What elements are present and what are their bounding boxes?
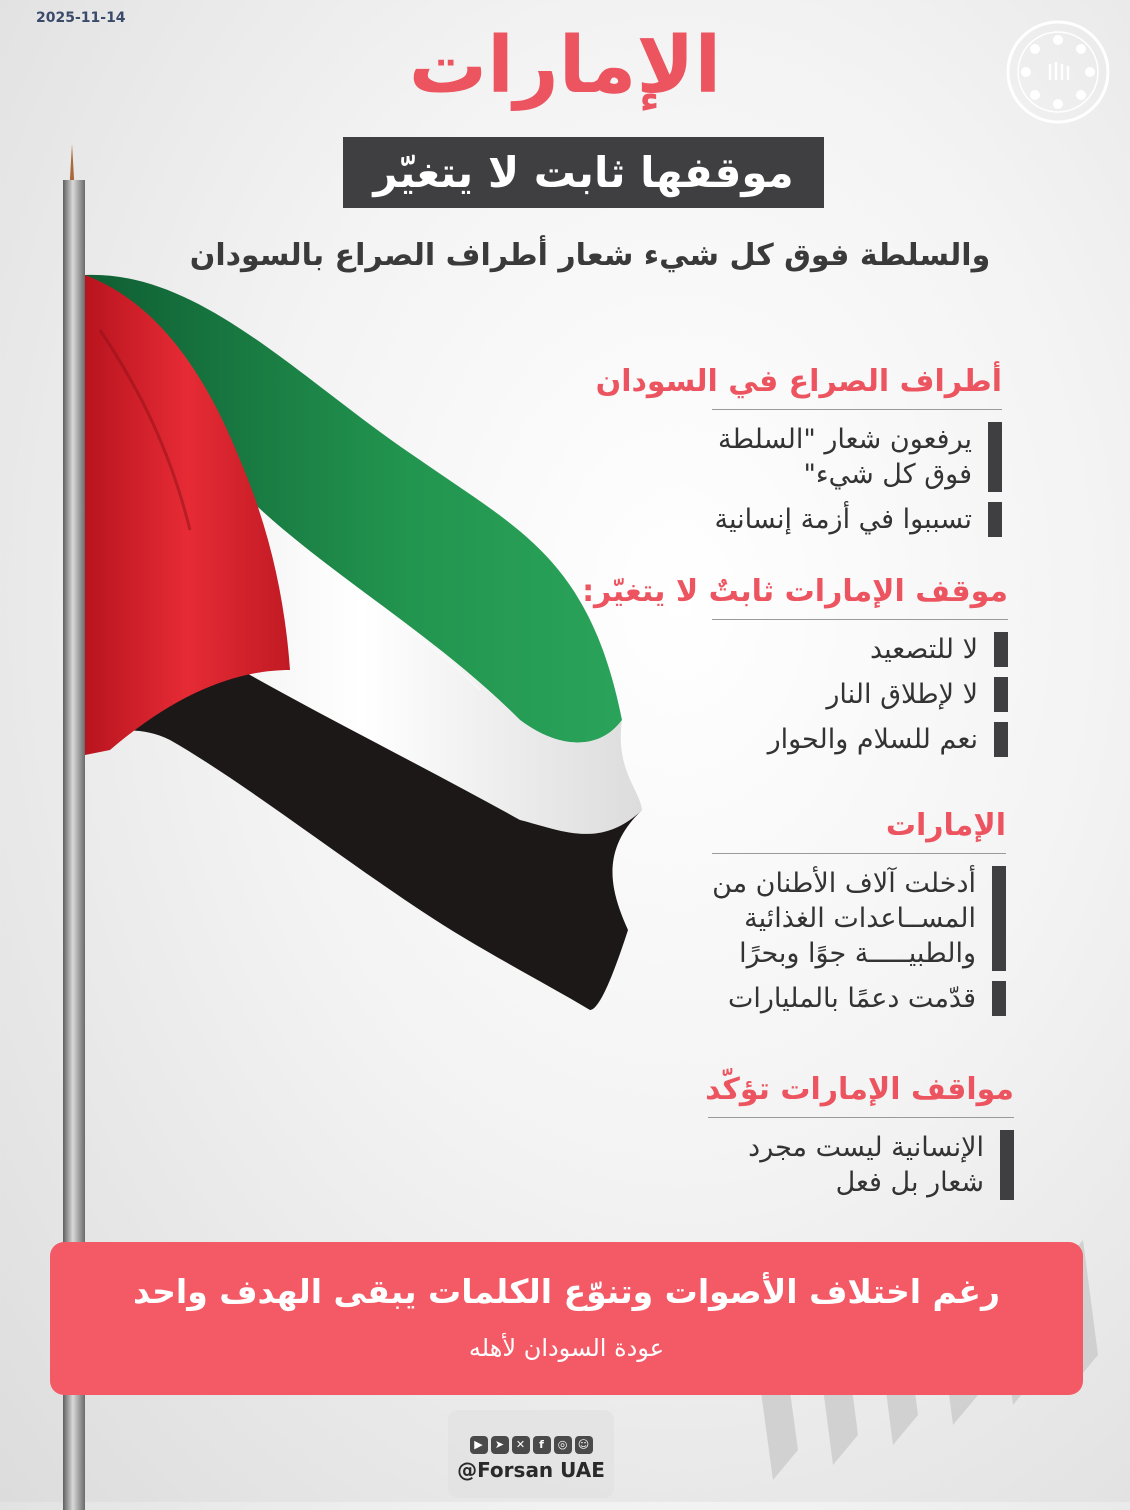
list-item xyxy=(712,866,1006,971)
section-conflict-parties xyxy=(595,364,1002,537)
section-divider xyxy=(712,853,1006,854)
subtitle-text: موقفها ثابت لا يتغيّر xyxy=(373,148,794,197)
date-label: 2025-11-14 xyxy=(36,10,126,26)
list-item xyxy=(712,632,1008,667)
item-text: لا للتصعيد xyxy=(869,634,978,665)
instagram-icon[interactable]: ◎ xyxy=(554,1436,572,1454)
item-text: لا لإطلاق النار xyxy=(826,679,978,711)
item-text: أدخلت آلاف الأطنان من المســاعدات الغذائية والطبيـــــة جوًا وبحرًا xyxy=(712,868,976,970)
section-divider xyxy=(708,1117,1014,1118)
section-uae-stance xyxy=(582,574,1008,757)
list-item xyxy=(712,677,1008,712)
item-text: قدّمت دعمًا بالمليارات xyxy=(727,983,976,1015)
item-text: الإنسانية ليست مجرد شعار بل فعل xyxy=(748,1132,984,1199)
item-text: يرفعون شعار "السلطة فوق كل شيء" xyxy=(718,424,972,491)
bullet-bar xyxy=(992,866,1006,971)
social-handle[interactable]: @Forsan UAE xyxy=(457,1458,605,1482)
section-title: مواقف الإمارات تؤكّد xyxy=(705,1072,1014,1107)
banner-subtext: عودة السودان لأهله xyxy=(468,1334,665,1362)
section-divider xyxy=(712,619,1008,620)
banner-headline: رغم اختلاف الأصوات وتنوّع الكلمات يبقى الهدف واحد xyxy=(133,1272,1000,1311)
youtube-icon[interactable]: ▶ xyxy=(470,1436,488,1454)
bullet-bar xyxy=(994,722,1008,757)
item-text: تسببوا في أزمة إنسانية xyxy=(714,504,972,536)
list-item xyxy=(712,502,1002,537)
list-item xyxy=(712,722,1008,757)
section-title: أطراف الصراع في السودان xyxy=(595,364,1002,399)
list-item xyxy=(708,1130,1014,1200)
list-item xyxy=(712,981,1006,1016)
item-text: نعم للسلام والحوار xyxy=(767,724,978,756)
section-title: موقف الإمارات ثابتٌ لا يتغيّر: xyxy=(582,574,1008,609)
facebook-icon[interactable]: f xyxy=(533,1436,551,1454)
main-title: الإمارات xyxy=(408,21,722,111)
section-uae-confirms xyxy=(705,1072,1014,1200)
x-icon[interactable]: ✕ xyxy=(512,1436,530,1454)
section-title: الإمارات xyxy=(885,808,1006,843)
bullet-bar xyxy=(992,981,1006,1016)
bullet-bar xyxy=(1000,1130,1014,1200)
bullet-bar xyxy=(988,502,1002,537)
bullet-bar xyxy=(994,677,1008,712)
bullet-bar xyxy=(988,422,1002,492)
section-divider xyxy=(712,409,1002,410)
social-icons xyxy=(448,1436,614,1454)
list-item xyxy=(712,422,1002,492)
telegram-icon[interactable]: ➤ xyxy=(491,1436,509,1454)
closing-banner xyxy=(50,1242,1083,1395)
tagline: والسلطة فوق كل شيء شعار أطراف الصراع بالسودان xyxy=(189,238,991,273)
bullet-bar xyxy=(994,632,1008,667)
section-uae-aid xyxy=(712,808,1006,1016)
social-footer xyxy=(448,1410,614,1498)
snapchat-icon[interactable]: ☺ xyxy=(575,1436,593,1454)
